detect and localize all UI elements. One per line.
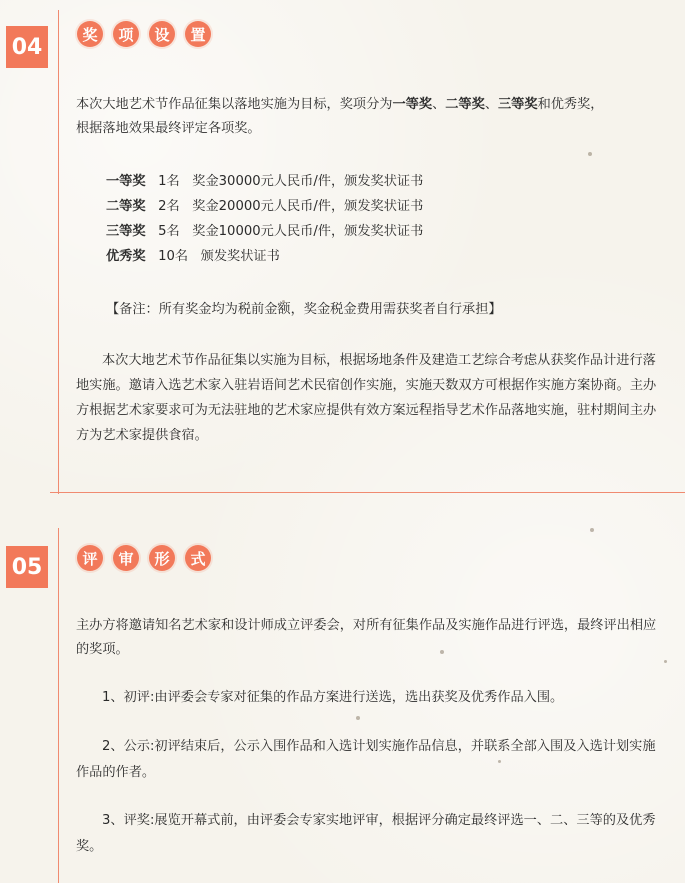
title-char: 评 — [77, 545, 103, 571]
award-detail: 1名 奖金30000元人民币/件，颁发奖状证书 — [145, 174, 424, 189]
second-prize-text: 二等奖 — [445, 97, 485, 112]
award-name: 三等奖 — [106, 224, 146, 239]
first-prize-text: 一等奖 — [392, 97, 433, 112]
review-intro: 主办方将邀请知名艺术家和设计师成立评委会，对所有征集作品及实施作品进行评选，最终评出相应的奖项。 — [76, 618, 657, 657]
paper-speck — [356, 716, 360, 720]
section-number-badge: 04 — [6, 26, 48, 68]
section-title — [77, 21, 211, 47]
award-row — [106, 195, 423, 219]
title-char: 项 — [113, 21, 139, 47]
review-step: 2、公示:初评结束后，公示入围作品和入选计划实施作品信息，并联系全部入围及入选计划实施作品的作者。 — [76, 739, 656, 780]
paper-speck — [590, 528, 594, 532]
award-detail: 2名 奖金20000元人民币/件，颁发奖状证书 — [145, 199, 424, 214]
intro-paragraph — [76, 93, 666, 141]
intro-separator: 、 — [432, 97, 446, 112]
award-detail: 10名 颁发奖状证书 — [145, 249, 280, 264]
review-step: 1、初评:由评委会专家对征集的作品方案进行送选，选出获奖及优秀作品入围。 — [102, 690, 564, 705]
intro-suffix: 和优秀奖， — [537, 97, 604, 112]
award-name: 一等奖 — [106, 174, 146, 189]
title-char: 置 — [185, 21, 211, 47]
title-char: 式 — [185, 545, 211, 571]
intro-separator: 、 — [484, 97, 498, 112]
intro-prefix: 本次大地艺术节作品征集以落地实施为目标，奖项分为 — [76, 97, 393, 112]
title-char: 审 — [113, 545, 139, 571]
award-row — [106, 245, 280, 269]
section-horizontal-rule — [50, 492, 685, 493]
section-number-badge: 05 — [6, 546, 48, 588]
review-step: 3、评奖:展览开幕式前，由评委会专家实地评审，根据评分确定最终评选一、二、三等的及优秀奖。 — [76, 813, 656, 854]
award-name: 优秀奖 — [106, 249, 146, 264]
title-char: 设 — [149, 21, 175, 47]
award-name: 二等奖 — [106, 199, 146, 214]
section-vertical-rule — [58, 10, 59, 494]
award-row — [106, 170, 423, 194]
tax-note: 【备注：所有奖金均为税前金额，奖金税金费用需获奖者自行承担】 — [106, 302, 502, 317]
title-char: 形 — [149, 545, 175, 571]
intro-line-2: 根据落地效果最终评定各项奖。 — [76, 121, 261, 136]
section-vertical-rule — [58, 528, 59, 883]
award-detail: 5名 奖金10000元人民币/件，颁发奖状证书 — [145, 224, 424, 239]
implementation-paragraph: 本次大地艺术节作品征集以实施为目标，根据场地条件及建造工艺综合考虑从获奖作品计进行落地实施。邀请入选艺术家入驻岩语间艺术民宿创作实施，实施天数双方可根据作实施方案协商。主办方根据艺术家要求可为无法驻地的艺术家应提供有效方案远程指导艺术作品落地实施，驻村期间主办方为艺术家提供食宿。 — [76, 353, 657, 443]
section-title — [77, 545, 211, 571]
third-prize-text: 三等奖 — [498, 97, 538, 112]
paper-speck — [588, 152, 592, 156]
award-row — [106, 220, 423, 244]
title-char: 奖 — [77, 21, 103, 47]
